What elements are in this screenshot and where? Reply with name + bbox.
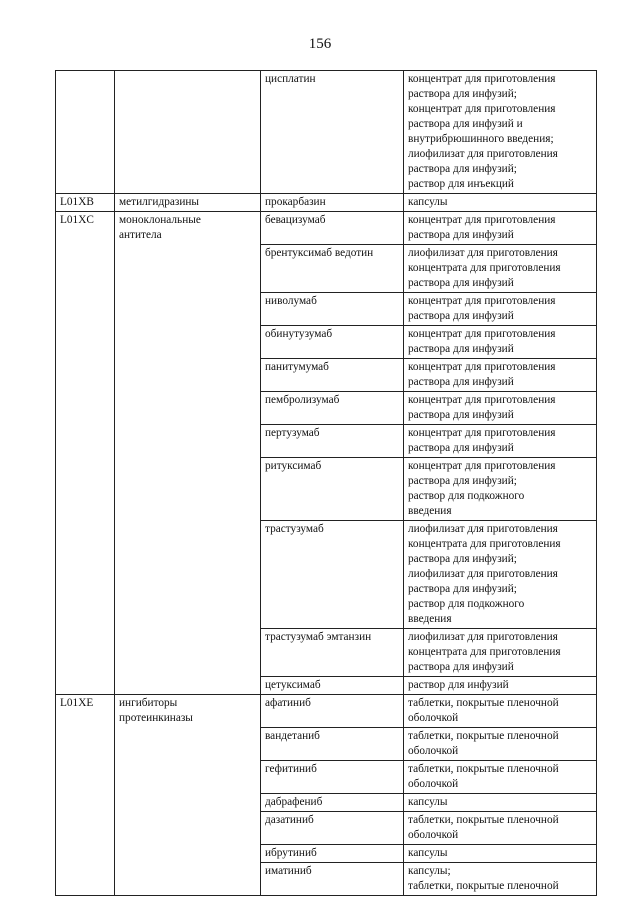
drug-name-cell: брентуксимаб ведотин [261, 245, 404, 293]
dosage-form-cell: концентрат для приготовления раствора для инфузий [404, 293, 597, 326]
atc-code-cell: L01XB [56, 194, 115, 212]
drug-name-cell: цетуксимаб [261, 677, 404, 695]
dosage-form-cell: лиофилизат для приготовления концентрата для приготовления раствора для инфузий; лиофилизат для приготовления раствора для инфузий; раствор для подкожного введения [404, 521, 597, 629]
drug-name-cell: пертузумаб [261, 425, 404, 458]
dosage-form-cell: раствор для инфузий [404, 677, 597, 695]
drug-name-cell: трастузумаб эмтанзин [261, 629, 404, 677]
drug-name-cell: ниволумаб [261, 293, 404, 326]
pharmacological-group-cell: ингибиторы протеинкиназы [115, 695, 261, 896]
table-row [56, 71, 597, 194]
drug-name-cell: гефитиниб [261, 761, 404, 794]
drug-table [55, 70, 597, 896]
drug-name-cell: иматиниб [261, 863, 404, 896]
dosage-form-cell: лиофилизат для приготовления концентрата для приготовления раствора для инфузий [404, 245, 597, 293]
drug-name-cell: обинутузумаб [261, 326, 404, 359]
drug-name-cell: ибрутиниб [261, 845, 404, 863]
dosage-form-cell: концентрат для приготовления раствора для инфузий [404, 359, 597, 392]
dosage-form-cell: таблетки, покрытые пленочной оболочкой [404, 761, 597, 794]
table-row [56, 212, 597, 245]
table-row [56, 194, 597, 212]
dosage-form-cell: концентрат для приготовления раствора для инфузий [404, 212, 597, 245]
drug-name-cell: дазатиниб [261, 812, 404, 845]
dosage-form-cell: таблетки, покрытые пленочной оболочкой [404, 812, 597, 845]
dosage-form-cell: концентрат для приготовления раствора для инфузий [404, 326, 597, 359]
drug-name-cell: прокарбазин [261, 194, 404, 212]
drug-name-cell: ритуксимаб [261, 458, 404, 521]
drug-name-cell: вандетаниб [261, 728, 404, 761]
dosage-form-cell: концентрат для приготовления раствора для инфузий; раствор для подкожного введения [404, 458, 597, 521]
drug-name-cell: пембролизумаб [261, 392, 404, 425]
table-body [56, 71, 597, 896]
drug-name-cell: афатиниб [261, 695, 404, 728]
dosage-form-cell: таблетки, покрытые пленочной оболочкой [404, 695, 597, 728]
drug-name-cell: панитумумаб [261, 359, 404, 392]
dosage-form-cell: капсулы; таблетки, покрытые пленочной [404, 863, 597, 896]
dosage-form-cell: концентрат для приготовления раствора для инфузий [404, 425, 597, 458]
atc-code-cell: L01XE [56, 695, 115, 896]
drug-name-cell: цисплатин [261, 71, 404, 194]
page-number: 156 [308, 36, 332, 52]
dosage-form-cell: концентрат для приготовления раствора для инфузий [404, 392, 597, 425]
atc-code-cell: L01XC [56, 212, 115, 695]
dosage-form-cell: концентрат для приготовления раствора для инфузий; концентрат для приготовления раствора для инфузий и внутрибрюшинного введения; лиофилизат для приготовления раствора для инфузий; раствор для инъекций [404, 71, 597, 194]
dosage-form-cell: лиофилизат для приготовления концентрата для приготовления раствора для инфузий [404, 629, 597, 677]
dosage-form-cell: капсулы [404, 194, 597, 212]
dosage-form-cell: капсулы [404, 845, 597, 863]
pharmacological-group-cell [115, 71, 261, 194]
drug-name-cell: трастузумаб [261, 521, 404, 629]
dosage-form-cell: капсулы [404, 794, 597, 812]
pharmacological-group-cell: метилгидразины [115, 194, 261, 212]
dosage-form-cell: таблетки, покрытые пленочной оболочкой [404, 728, 597, 761]
table-row [56, 695, 597, 728]
pharmacological-group-cell: моноклональные антитела [115, 212, 261, 695]
atc-code-cell [56, 71, 115, 194]
drug-name-cell: бевацизумаб [261, 212, 404, 245]
drug-name-cell: дабрафениб [261, 794, 404, 812]
